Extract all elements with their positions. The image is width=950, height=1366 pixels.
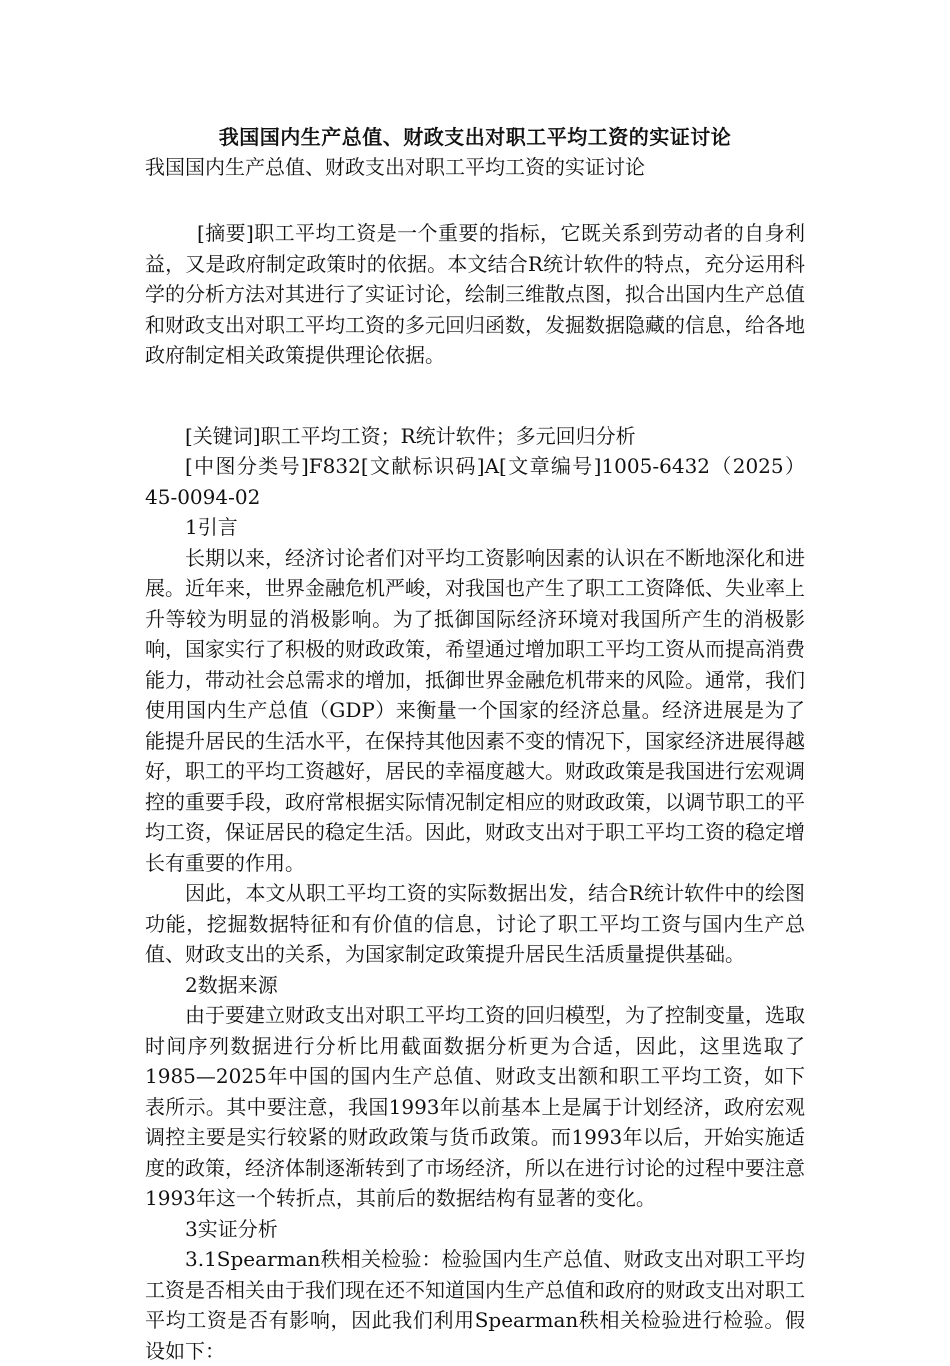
abstract-paragraph: [摘要]职工平均工资是一个重要的指标，它既关系到劳动者的自身利益，又是政府制定政策时的依据。本文结合R统计软件的特点，充分运用科学的分析方法对其进行了实证讨论，绘制三维散点图，拟合出国内生产总值和财政支出对职工平均工资的多元回归函数，发掘数据隐藏的信息，给各地政府制定相关政策提供理论依据。 bbox=[145, 221, 805, 367]
section-heading-data-source: 2数据来源 bbox=[185, 972, 278, 997]
section-heading-empirical-analysis: 3实证分析 bbox=[185, 1216, 278, 1241]
empirical-analysis-paragraph: 3.1Spearman秩相关检验：检验国内生产总值、财政支出对职工平均工资是否相关由于我们现在还不知道国内生产总值和政府的财政支出对职工平均工资是否有影响，因此我们利用Spearman秩相关检验进行检验。假设如下： bbox=[145, 1247, 805, 1363]
classification-line: [中图分类号]F832[文献标识码]A[文章编号]1005-6432（2025）45-0094-02 bbox=[145, 454, 805, 509]
keywords-line: [关键词]职工平均工资；R统计软件；多元回归分析 bbox=[185, 423, 636, 448]
document-page bbox=[145, 122, 805, 1366]
document-title: 我国国内生产总值、财政支出对职工平均工资的实证讨论 bbox=[218, 125, 732, 149]
document-subtitle: 我国国内生产总值、财政支出对职工平均工资的实证讨论 bbox=[145, 155, 645, 179]
introduction-paragraph-1: 长期以来，经济讨论者们对平均工资影响因素的认识在不断地深化和进展。近年来，世界金融危机严峻，对我国也产生了职工工资降低、失业率上升等较为明显的消极影响。为了抵御国际经济环境对我国所产生的消极影响，国家实行了积极的财政政策，希望通过增加职工平均工资从而提高消费能力，带动社会总需求的增加，抵御世界金融危机带来的风险。通常，我们使用国内生产总值（GDP）来衡量一个国家的经济总量。经济进展是为了能提升居民的生活水平，在保持其他因素不变的情况下，国家经济进展得越好，职工的平均工资越好，居民的幸福度越大。财政政策是我国进行宏观调控的重要手段，政府常根据实际情况制定相应的财政政策，以调节职工的平均工资，保证居民的稳定生活。因此，财政支出对于职工平均工资的稳定增长有重要的作用。 bbox=[145, 545, 805, 875]
section-heading-introduction: 1引言 bbox=[185, 515, 238, 539]
data-source-paragraph: 由于要建立财政支出对职工平均工资的回归模型，为了控制变量，选取时间序列数据进行分析比用截面数据分析更为合适，因此，这里选取了1985—2025年中国的国内生产总值、财政支出额和职工平均工资，如下表所示。其中要注意，我国1993年以前基本上是属于计划经济，政府宏观调控主要是实行较紧的财政政策与货币政策。而1993年以后，开始实施适度的政策，经济体制逐渐转到了市场经济，所以在进行讨论的过程中要注意1993年这一个转折点，其前后的数据结构有显著的变化。 bbox=[145, 1003, 805, 1210]
introduction-paragraph-2: 因此，本文从职工平均工资的实际数据出发，结合R统计软件中的绘图功能，挖掘数据特征和有价值的信息，讨论了职工平均工资与国内生产总值、财政支出的关系，为国家制定政策提升居民生活质量提供基础。 bbox=[145, 881, 805, 966]
